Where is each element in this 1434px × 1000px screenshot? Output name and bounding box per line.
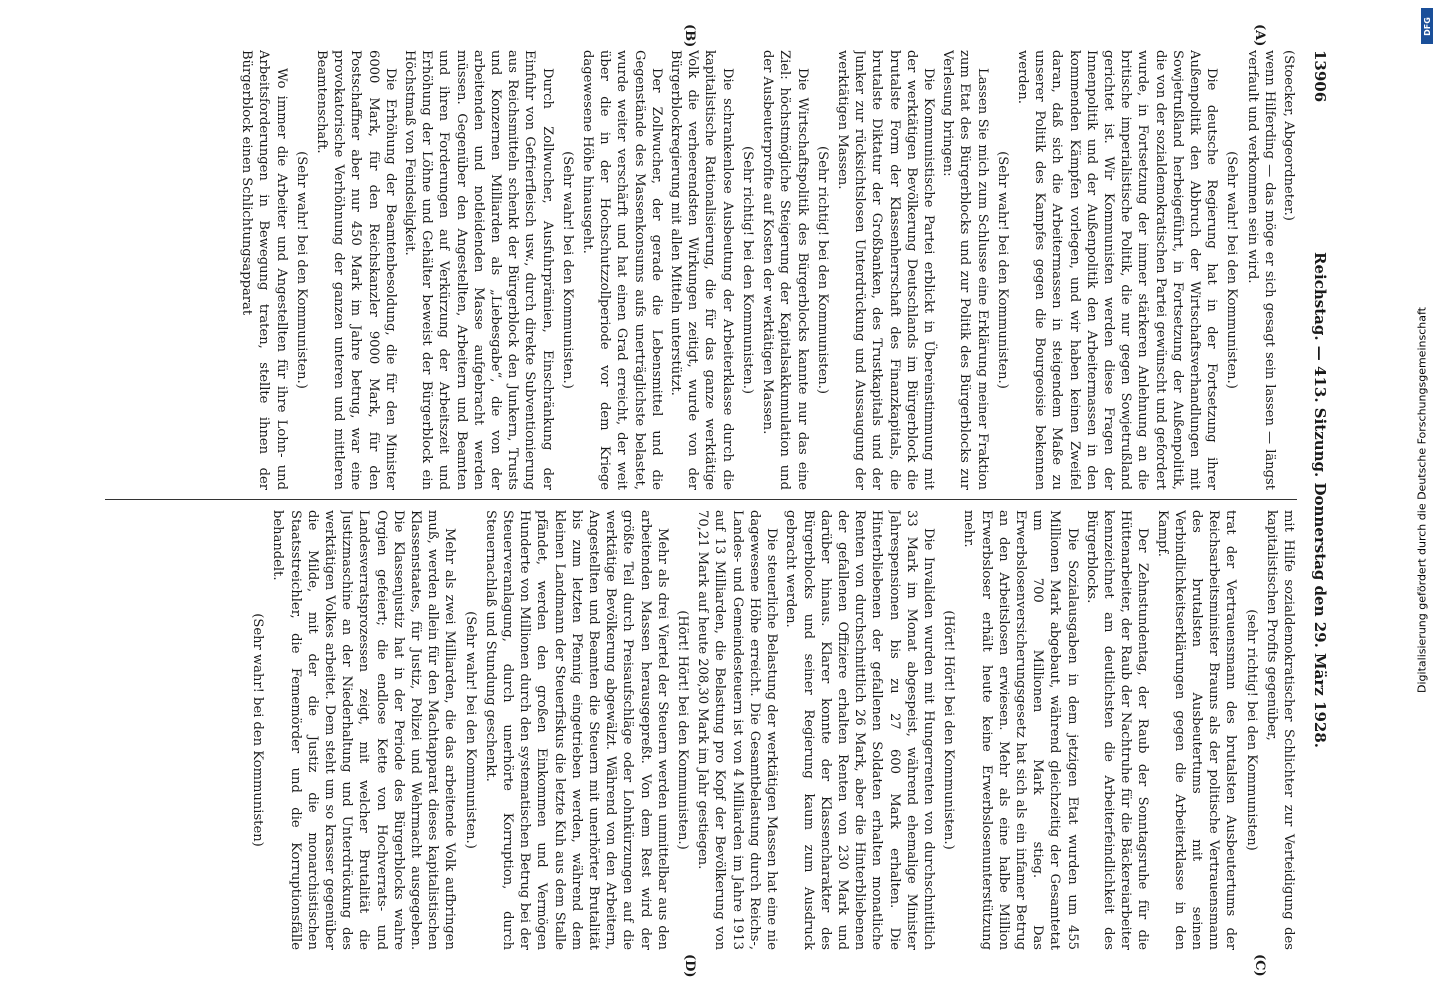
paragraph: Die schrankenlose Ausbeutung der Arbeiterklasse durch die kapitalistische Rationalisierung, die für das ganze werktätige Volk die verheerendsten Wirkungen zeitigt, wurde von der Bürgerblockregierung mit allen Mitteln unterstützt. <box>668 50 735 490</box>
interjection: (Sehr wahr! bei den Kommunisten.) <box>994 151 1010 389</box>
left-column <box>105 50 1297 490</box>
paragraph: trat der Vertrauensmann des brutalsten Ausbeutertums der Reichsarbeitsminister Brauns als der politische Vertrauensmann des brutalsten Ausbeutertums mit seinen Verbindlichkeitserklärungen gegen die Arbeiterklasse in den Kampf. <box>1154 510 1239 950</box>
dfg-logo: DFG <box>1421 8 1433 44</box>
paragraph: Der Zollwucher, der gerade die Lebensmittel und die Gegenstände des Massenkonsums aufs unerträglichste belastet, wurde weiter verschärft und hat einen Grad erreicht, der weit über die in der Hochschutzzollperiode vor dem Kriege dagewesene Höhe hinausgeht. <box>580 50 664 490</box>
paragraph: mit Hilfe sozialdemokratischer Schlichter zur Verteidigung des kapitalistischen Profits gegenüber, <box>1263 510 1296 950</box>
paragraph: Die deutsche Regierung hat in der Fortsetzung ihrer Außenpolitik den Abbruch der Wirtschaftsverhandlungen mit Sowjetrußland herbeigeführt, in Fortsetzung der Außenpolitik, die von der sozialdemokratischen Partei gewünscht und gefordert wurde, in Fortsetzung der immer stärkeren Anlehnung an die britische imperialistische Politik, die nur gegen Sowjetrußland gerichtet ist. Wir Kommunisten werden diese Fragen der Innenpolitik und der Außenpolitik den Arbeitermassen in den kommenden Kämpfen vorlegen, und wir haben keinen Zweifel daran, daß sich die Arbeitermassen in steigendem Maße zu unserer Politik des Kampfes gegen die Bourgeoisie bekennen werden. <box>1014 50 1220 490</box>
paragraph: Die steuerliche Belastung der werktätigen Massen hat eine nie dagewesene Höhe erreicht. Die Gesamtbelastung durch Reichs-, Landes- und Gemeindesteuern ist von 4 Milliarden im Jahre 1913 auf 13 Milliarden, die Belastung pro Kopf der Bevölkerung von 70,21 Mark auf heute 208,30 Mark im Jahr gestiegen. <box>695 510 780 950</box>
margin-marker-b: (B) <box>682 24 697 48</box>
interjection: (sehr richtig! bei den Kommunisten) <box>1243 609 1259 851</box>
paragraph: wenn Hilferding — das möge er sich gesagt sein lassen — längst verfault und verkommen sein wird. <box>1244 50 1277 490</box>
interjection: (Sehr wahr! bei den Kommunisten.) <box>1224 151 1240 389</box>
paragraph: Lassen Sie mich zum Schlusse eine Erklärung meiner Fraktion zum Etat des Bürgerblocks und zur Politik des Bürgerblocks zur Verlesung bringen: <box>940 50 990 490</box>
paragraph: Die Erhöhung der Beamtenbesoldung, die für den Minister 6000 Mark, für den Reichskanzler 9000 Mark, für den Postschaffner aber nur 450 Mark im Jahre betrug, war eine provokatorische Verhöhnung der ganzen unteren und mittleren Beamtenschaft. <box>314 50 398 490</box>
paragraph: Mehr als drei Viertel der Steuern werden unmittelbar aus den arbeitenden Massen herausgepreßt. Von dem Rest wird der größte Teil durch Preisaufschläge oder Lohnkürzungen auf die werktätige Bevölkerung abgewälzt. Während von den Arbeitern, Angestellten und Beamten die Steuern mit unerhörter Brutalität bis zum letzten Pfennig eingetrieben werden, während dem kleinen Landmann der Steuerfiskus die letzte Kuh aus dem Stalle pfändet, werden den großen Einkommen und Vermögen Hunderte von Millionen durch den systematischen Betrug bei der Steuerveranlagung, durch unerhörte Korruption, durch Steuernachlaß und Stundung geschenkt. <box>482 510 670 950</box>
margin-marker-d: (D) <box>682 954 697 978</box>
interjection: (Hört! Hört! bei den Kommunisten.) <box>941 610 957 850</box>
digitization-credit-text: Digitalisierung gefördert durch die Deutsche Forschungsgemeinschaft <box>1415 307 1429 693</box>
interjection: (Sehr wahr! bei den Kommunisten) <box>250 613 266 847</box>
paragraph: Durch Zollwucher, Ausfuhrprämien, Einschränkung der Einfuhr von Gefrierfleisch usw., durch direkte Subventionierung aus Reichsmitteln schenkt der Bürgerblock den Junkern, Trusts und Konzernen Milliarden als „Liebesgabe“, die von der arbeitenden und notleidenden Masse aufgebracht werden müssen. Gegenüber den Angestellten, Arbeitern und Beamten und ihren Forderungen auf Verkürzung der Arbeitszeit und Erhöhung der Löhne und Gehälter beweist der Bürgerblock ein Höchstmaß von Feindseligkeit. <box>402 50 555 490</box>
paragraph: Mehr als zwei Milliarden, die das arbeitende Volk aufbringen muß, werden allein für den Machtapparat dieses kapitalistischen Klassenstaates, für Justiz, Polizei und Wehrmacht ausgegeben. Die Klassenjustiz hat in der Periode des Bürgerblocks wahre Orgien gefeiert; die endlose Kette von Hochverrats- und Landesverratsprozessen zeigt, mit welcher Brutalität die Justizmaschine an der Niederhaltung und Unterdrückung des werktätigen Volkes arbeitet. Dem steht um so krasser gegenüber die Milde, mit der die Justiz die monarchistischen Staatsstreichler, die Fememörder und die Korruptionsfälle behandelt. <box>270 510 458 950</box>
margin-marker-c: (C) <box>1252 954 1267 977</box>
page-title: Reichstag. — 413. Sitzung. Donnerstag den 29. März 1928. <box>1311 252 1329 748</box>
page-header <box>1303 50 1329 950</box>
paragraph: Die Kommunistische Partei erblickt in Übereinstimmung mit der werktätigen Bevölkerung Deutschlands im Bürgerblock die brutalste Form der Klassenherrschaft des Finanzkapitals, die brutalste Diktatur der Großbanken, des Trustkapitals und der Junker zur rücksichtslosen Unterdrückung und Aussaugung der werktätigen Massen. <box>834 50 936 490</box>
document-page <box>97 24 1337 978</box>
page-number: 13906 <box>1311 50 1329 103</box>
paragraph: Wo immer die Arbeiter und Angestellten für ihre Lohn- und Arbeitsforderungen in Bewegung traten, stellte ihnen der Bürgerblock einen Schlichtungsapparat <box>239 50 289 490</box>
paragraph: Die Wirtschaftspolitik des Bürgerblocks kannte nur das eine Ziel: höchstmögliche Steigerung der Kapitalsakkumulation und der Ausbeuterprofite auf Kosten der werktätigen Massen. <box>760 50 810 490</box>
interjection: (Sehr richtig! bei den Kommunisten.) <box>814 146 830 394</box>
interjection: (Sehr wahr! bei den Kommunisten.) <box>559 151 575 389</box>
speaker-line: (Stoecker, Abgeordneter.) <box>1281 50 1296 221</box>
paragraph: Die Invaliden wurden mit Hungerrenten von durchschnittlich 33 Mark im Monat abgespeist, während ehemalige Minister Jahrespensionen bis zu 27 600 Mark erhalten. Die Hinterbliebenen der gefallenen Soldaten erhalten monatliche Renten von durchschnittlich 26 Mark, aber die Hinterbliebenen der gefallenen Offiziere erhalten Renten von 230 Mark und darüber hinaus. Klarer konnte der Klassencharakter des Bürgerblocks und seiner Regierung kaum zum Ausdruck gebracht werden. <box>783 510 936 950</box>
interjection: (Sehr richtig! bei den Kommunisten.) <box>739 146 755 394</box>
paragraph: Der Zehnstundentag, der Raub der Sonntagsruhe für die Hüttenarbeiter, der Raub der Nachtruhe für die Bäckereiarbeiter kennzeichnet am deutlichsten die Arbeiterfeindlichkeit des Bürgerblocks. <box>1083 510 1151 950</box>
right-column <box>105 510 1297 950</box>
interjection: (Hört! Hört! bei den Kommunisten.) <box>675 610 691 850</box>
interjection: (Sehr wahr! bei den Kommunisten.) <box>293 151 309 389</box>
paragraph: Die Sozialausgaben in dem jetzigen Etat wurden um 455 Millionen Mark abgebaut, während gleichzeitig der Gesamtetat um 700 Millionen Mark stieg. Das Erwerbslosenversicherungsgesetz hat sich als ein infamer Betrug an den Arbeitslosen erwiesen. Mehr als eine halbe Million Erwerbsloser erhält heute keine Erwerbslosenunterstützung mehr. <box>961 510 1080 950</box>
margin-marker-a: (A) <box>1252 24 1267 47</box>
column-divider <box>105 499 1297 500</box>
digitization-credit <box>1402 10 1434 990</box>
interjection: (Sehr wahr! bei den Kommunisten.) <box>462 611 478 849</box>
